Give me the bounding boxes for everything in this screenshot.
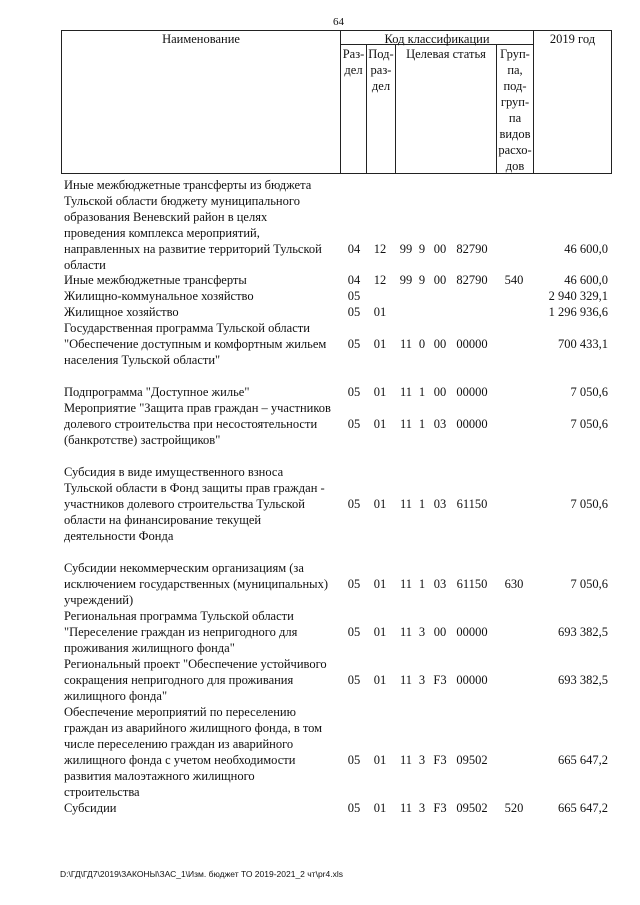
row-code-cs2: 3 xyxy=(418,753,426,767)
row-code-podrazdel: 01 xyxy=(373,305,387,319)
row-code-podrazdel: 01 xyxy=(373,577,387,591)
row-code-group: 630 xyxy=(504,577,524,591)
row-code-group: 520 xyxy=(504,801,524,815)
row-amount: 7 050,6 xyxy=(570,385,608,399)
row-code-razdel: 05 xyxy=(347,385,361,399)
row-code-podrazdel: 01 xyxy=(373,625,387,639)
row-code-cs3: 03 xyxy=(433,417,447,431)
row-code-cs2: 9 xyxy=(418,242,426,256)
row-code-cs2: 9 xyxy=(418,273,426,287)
row-code-razdel: 04 xyxy=(347,242,361,256)
row-code-razdel: 05 xyxy=(347,801,361,815)
row-code-cs1: 11 xyxy=(399,577,413,591)
row-code-podrazdel: 01 xyxy=(373,801,387,815)
header-classification: Код классификации xyxy=(384,32,490,46)
row-code-razdel: 05 xyxy=(347,673,361,687)
row-code-cs4: 00000 xyxy=(456,625,488,639)
row-code-cs1: 11 xyxy=(399,753,413,767)
header-target: Целевая статья xyxy=(406,47,486,61)
row-code-cs4: 82790 xyxy=(456,273,488,287)
row-amount: 665 647,2 xyxy=(558,753,608,767)
header-razdel: Раз- дел xyxy=(342,47,365,77)
row-name: Субсидия в виде имущественного взноса Тульской области в Фонд защиты прав граждан - участников долевого строительства Тульской области на финансирование текущей деятельности Фонда xyxy=(64,465,325,543)
row-amount: 1 296 936,6 xyxy=(548,305,608,319)
header-podrazdel: Под- раз- дел xyxy=(368,47,394,93)
row-amount: 700 433,1 xyxy=(558,337,608,351)
row-code-razdel: 05 xyxy=(347,625,361,639)
row-amount: 693 382,5 xyxy=(558,673,608,687)
row-code-podrazdel: 01 xyxy=(373,673,387,687)
row-code-cs1: 11 xyxy=(399,417,413,431)
row-code-cs2: 0 xyxy=(418,337,426,351)
row-code-razdel: 04 xyxy=(347,273,361,287)
row-code-cs3: 00 xyxy=(433,242,447,256)
row-code-podrazdel: 12 xyxy=(373,273,387,287)
row-code-razdel: 05 xyxy=(347,753,361,767)
row-name: Региональная программа Тульской области "Переселение граждан из непригодного для проживания жилищного фонда" xyxy=(64,609,298,655)
row-code-cs3: 00 xyxy=(433,273,447,287)
row-amount: 2 940 329,1 xyxy=(548,289,608,303)
header-group: Груп- па, под- груп- па видов расхо- дов xyxy=(498,47,532,173)
row-code-podrazdel: 12 xyxy=(373,242,387,256)
file-path-footer: D:\ГД\ГД7\2019\ЗАКОНЫ\ЗАС_1\Изм. бюджет ТО 2019-2021_2 чт\pr4.xls xyxy=(60,869,343,879)
row-amount: 46 600,0 xyxy=(564,242,608,256)
row-code-cs4: 00000 xyxy=(456,385,488,399)
row-code-podrazdel: 01 xyxy=(373,385,387,399)
row-name: Иные межбюджетные трансферты из бюджета Тульской области бюджету муниципального образования Веневский район в целях проведения комплекса мероприятий, направленных на развитие территорий Тульской области xyxy=(64,178,322,272)
row-code-cs4: 61150 xyxy=(456,577,488,591)
row-code-cs4: 09502 xyxy=(456,801,488,815)
row-code-podrazdel: 01 xyxy=(373,497,387,511)
row-name: Иные межбюджетные трансферты xyxy=(64,273,247,287)
row-code-cs4: 09502 xyxy=(456,753,488,767)
row-code-cs4: 61150 xyxy=(456,497,488,511)
row-name: Обеспечение мероприятий по переселению граждан из аварийного жилищного фонда, в том числе переселению граждан из аварийного жилищного фонда с учетом необходимости развития малоэтажного жилищного строительства xyxy=(64,705,323,799)
row-name: Субсидии некоммерческим организациям (за исключением государственных (муниципальных) учреждений) xyxy=(64,561,328,607)
row-amount: 693 382,5 xyxy=(558,625,608,639)
row-amount: 46 600,0 xyxy=(564,273,608,287)
header-year: 2019 год xyxy=(549,32,596,46)
row-code-razdel: 05 xyxy=(347,289,361,303)
row-code-cs1: 11 xyxy=(399,337,413,351)
row-code-cs4: 82790 xyxy=(456,242,488,256)
row-code-cs3: 00 xyxy=(433,625,447,639)
row-code-cs2: 1 xyxy=(418,385,426,399)
row-code-razdel: 05 xyxy=(347,577,361,591)
row-code-podrazdel: 01 xyxy=(373,417,387,431)
row-code-razdel: 05 xyxy=(347,337,361,351)
row-amount: 7 050,6 xyxy=(570,497,608,511)
row-code-cs3: F3 xyxy=(433,753,447,767)
row-code-cs1: 11 xyxy=(399,497,413,511)
row-code-cs2: 1 xyxy=(418,577,426,591)
row-code-cs2: 1 xyxy=(418,497,426,511)
row-code-cs2: 1 xyxy=(418,417,426,431)
row-code-podrazdel: 01 xyxy=(373,753,387,767)
row-code-cs4: 00000 xyxy=(456,337,488,351)
row-code-group: 540 xyxy=(504,273,524,287)
row-name: Подпрограмма "Доступное жилье" xyxy=(64,385,250,399)
row-amount: 665 647,2 xyxy=(558,801,608,815)
row-code-cs3: F3 xyxy=(433,801,447,815)
row-code-cs3: 00 xyxy=(433,337,447,351)
row-code-cs3: F3 xyxy=(433,673,447,687)
row-code-razdel: 05 xyxy=(347,497,361,511)
row-code-cs2: 3 xyxy=(418,801,426,815)
row-code-cs1: 99 xyxy=(399,242,413,256)
row-amount: 7 050,6 xyxy=(570,577,608,591)
row-code-cs2: 3 xyxy=(418,625,426,639)
row-name: Субсидии xyxy=(64,801,117,815)
row-code-cs1: 11 xyxy=(399,385,413,399)
row-code-cs2: 3 xyxy=(418,673,426,687)
row-code-cs4: 00000 xyxy=(456,673,488,687)
page-number: 64 xyxy=(333,16,344,28)
row-code-cs1: 11 xyxy=(399,625,413,639)
row-amount: 7 050,6 xyxy=(570,417,608,431)
row-code-cs3: 03 xyxy=(433,577,447,591)
row-code-cs1: 11 xyxy=(399,801,413,815)
row-name: Жилищное хозяйство xyxy=(64,305,179,319)
row-code-cs3: 03 xyxy=(433,497,447,511)
row-code-podrazdel: 01 xyxy=(373,337,387,351)
header-name: Наименование xyxy=(162,32,240,46)
row-code-razdel: 05 xyxy=(347,305,361,319)
row-name: Жилищно-коммунальное хозяйство xyxy=(64,289,254,303)
row-code-cs4: 00000 xyxy=(456,417,488,431)
row-name: Региональный проект "Обеспечение устойчивого сокращения непригодного для проживания жилищного фонда" xyxy=(64,657,327,703)
row-code-cs3: 00 xyxy=(433,385,447,399)
row-name: Государственная программа Тульской области "Обеспечение доступным и комфортным жильем населения Тульской области" xyxy=(64,321,327,367)
row-name: Мероприятие "Защита прав граждан – участников долевого строительства при несостоятельности (банкротстве) застройщиков" xyxy=(64,401,331,447)
row-code-razdel: 05 xyxy=(347,417,361,431)
row-code-cs1: 99 xyxy=(399,273,413,287)
row-code-cs1: 11 xyxy=(399,673,413,687)
